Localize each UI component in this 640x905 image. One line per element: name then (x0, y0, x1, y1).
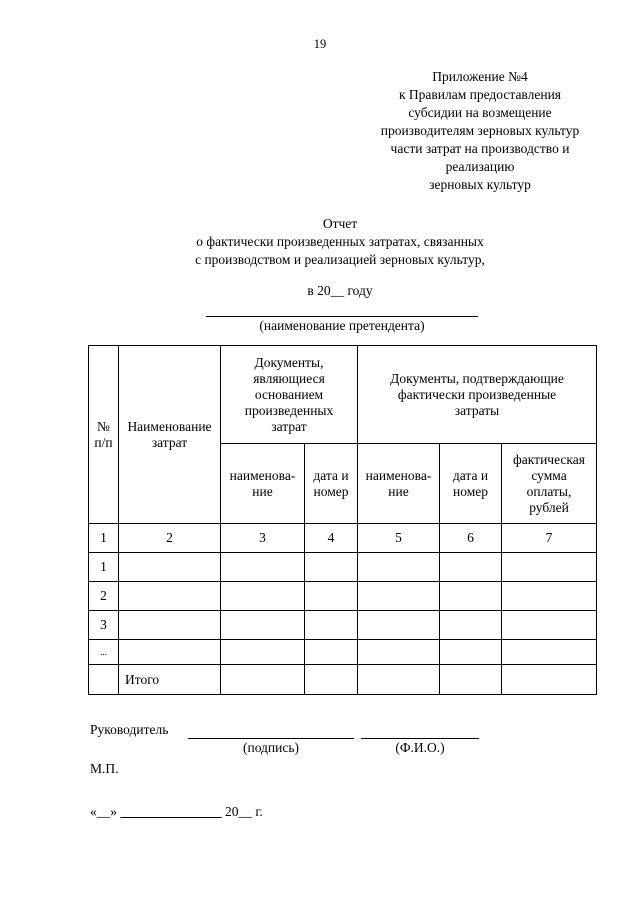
column-number: 2 (119, 524, 221, 553)
signature-caption: (подпись) (242, 740, 300, 755)
table-cell (305, 640, 358, 665)
table-cell (440, 640, 502, 665)
table-cell (358, 640, 440, 665)
table-row (89, 553, 597, 582)
header-basis-documents: Документы, являющиеся основанием произведенных затрат (221, 346, 358, 444)
row-number: 2 (89, 582, 119, 611)
full-name-caption: (Ф.И.О.) (395, 740, 445, 755)
table-row (89, 640, 597, 665)
table-cell (305, 553, 358, 582)
row-number: 1 (89, 553, 119, 582)
column-number-row (89, 524, 597, 553)
table-cell (119, 640, 221, 665)
annex-header (340, 68, 620, 194)
table-cell (221, 582, 305, 611)
annex-line: части затрат на производство и (390, 141, 570, 156)
table-cell (502, 582, 597, 611)
date-day-blank: __ (96, 804, 111, 819)
column-number: 4 (305, 524, 358, 553)
title-line: с производством и реализацией зерновых культур, (195, 252, 485, 267)
annex-line: реализацию (445, 159, 515, 174)
total-label: Итого (119, 665, 221, 695)
applicant-caption: (наименование претендента) (259, 318, 425, 333)
total-row (89, 665, 597, 695)
header-confirm-date: дата и номер (440, 444, 502, 524)
report-title (0, 215, 640, 269)
date-year: 20__ г. (225, 804, 263, 819)
table-cell (440, 582, 502, 611)
applicant-name-line (206, 316, 478, 317)
table-cell (305, 611, 358, 640)
date-field (90, 804, 263, 820)
title-line: о фактически произведенных затратах, связанных (196, 234, 484, 249)
signature-line (188, 738, 354, 739)
table-cell (221, 553, 305, 582)
row-number: ... (89, 640, 119, 665)
table-cell (358, 582, 440, 611)
table-cell (358, 665, 440, 695)
header-payment-sum: фактическая сумма оплаты, рублей (502, 444, 597, 524)
column-number: 1 (89, 524, 119, 553)
full-name-line (361, 738, 479, 739)
table-cell (221, 640, 305, 665)
table-cell (440, 553, 502, 582)
annex-line: зерновых культур (429, 177, 531, 192)
table-cell (89, 665, 119, 695)
table-cell (440, 611, 502, 640)
table-cell (358, 553, 440, 582)
page-number: 19 (313, 37, 327, 51)
column-number: 5 (358, 524, 440, 553)
table-cell (440, 665, 502, 695)
table-cell (502, 665, 597, 695)
table-cell (119, 611, 221, 640)
report-year: в 20__ году (307, 283, 373, 298)
annex-line: Приложение №4 (432, 69, 528, 84)
table-row (89, 611, 597, 640)
title-line: Отчет (322, 216, 358, 231)
header-cost-name: Наименование затрат (119, 346, 221, 524)
costs-table (88, 345, 597, 695)
header-number: № п/п (89, 346, 119, 524)
annex-line: к Правилам предоставления (398, 87, 562, 102)
stamp-placeholder: М.П. (90, 761, 119, 776)
column-number: 6 (440, 524, 502, 553)
header-basis-name: наименова- ние (221, 444, 305, 524)
table-cell (502, 611, 597, 640)
annex-line: производителям зерновых культур (380, 123, 580, 138)
column-number: 3 (221, 524, 305, 553)
table-cell (502, 640, 597, 665)
header-confirming-documents: Документы, подтверждающие фактически произведенные затраты (358, 346, 597, 444)
table-row (89, 582, 597, 611)
table-cell (221, 665, 305, 695)
header-basis-date: дата и номер (305, 444, 358, 524)
table-cell (305, 665, 358, 695)
table-cell (358, 611, 440, 640)
annex-line: субсидии на возмещение (408, 105, 552, 120)
head-label: Руководитель (90, 722, 169, 737)
table-cell (119, 553, 221, 582)
table-cell (305, 582, 358, 611)
date-month-blank (120, 804, 221, 819)
date-open-quote: « (90, 804, 97, 819)
header-confirm-name: наименова- ние (358, 444, 440, 524)
table-cell (221, 611, 305, 640)
date-close-quote: » (110, 804, 117, 819)
table-cell (119, 582, 221, 611)
table-cell (502, 553, 597, 582)
row-number: 3 (89, 611, 119, 640)
column-number: 7 (502, 524, 597, 553)
